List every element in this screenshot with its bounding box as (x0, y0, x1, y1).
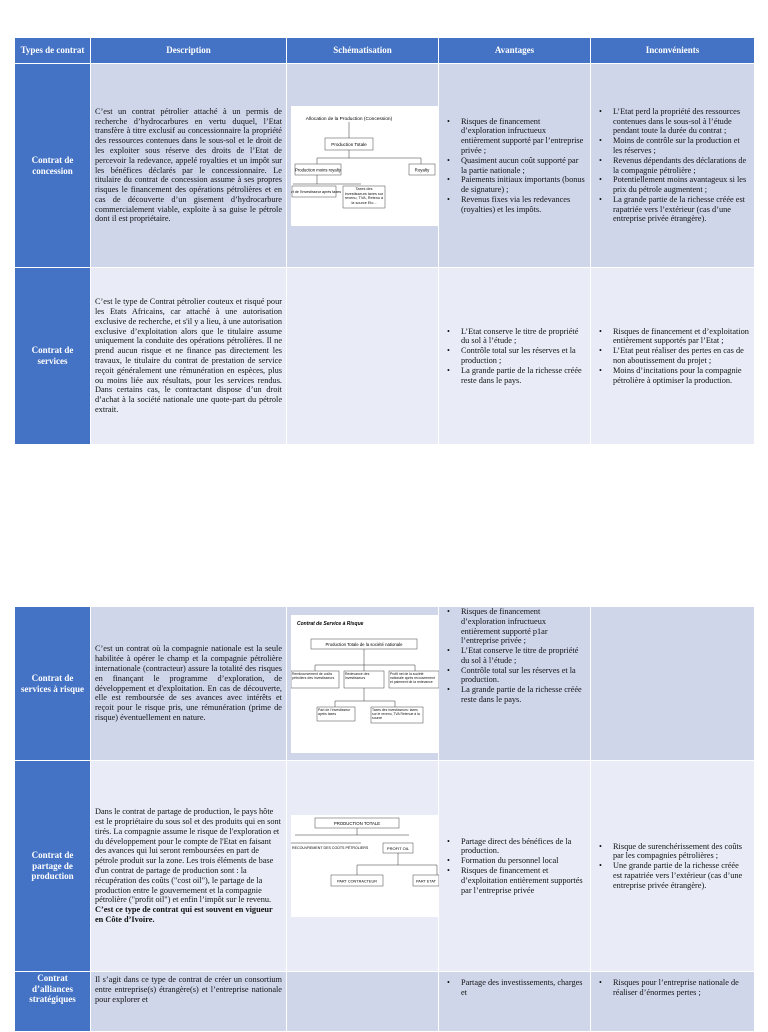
list-item: • L’Etat conserve le titre de propriété du sol à l’étude ; (461, 646, 586, 666)
schema-mid-left-box: Production moins royalty (295, 167, 341, 172)
schema-mid-left-box: RECOUVREMENT DES COÛTS PÉTROLIERS (292, 846, 369, 850)
schema-bottom-left-box: PART CONTRACTEUR (337, 879, 377, 884)
table-row-concession (15, 64, 755, 268)
schema-box-cost-recovery: Remboursement de coûts pétroliers des investisseurs (292, 671, 335, 680)
row-type-concession: Contrat de concession (15, 64, 91, 268)
schema-title: Allocation de la Production (Concession) (305, 116, 393, 122)
list-item: • Paiements initiaux importants (bonus de signature) ; (461, 175, 586, 195)
schema-mid-right-box: PROFIT OIL (386, 846, 410, 851)
schema-top-box: Production Totale de la société nationale (325, 641, 403, 647)
list-item: • Risques de financement d’exploration infructueux entièrement supporté p1ar l’entreprise privée ; (461, 607, 586, 646)
list-item: • L’Etat conserve le titre de propriété du sol à l’étude ; (461, 327, 586, 347)
row-type-production-sharing: Contrat de partage de production (15, 761, 91, 972)
list-item: • La grande partie de la richesse créée reste dans le pays. (461, 366, 586, 386)
list-item: • Revenus dépendants des déclarations de la compagnie pétrolière ; (613, 156, 750, 176)
list-item: • Quasiment aucun coût supporté par la partie nationale ; (461, 156, 586, 176)
description-text: Dans le contrat de partage de production, le pays hôte est le propriétaire du sous sol et des produits qui en sont tirés. La compagnie assume le risque de l'exploration et du développement pour le compte de l'Etat en faisant des avances qui lui seront remboursées en part de pétrole produit sur la zone. Les trois éléments de base d'un contrat de partage de production sont : la récupération des coûts ("cost oil"), le partage de la production entre le gouvernement et la compagnie pétrolière ("profit oil") et enfin l’impôt sur le revenu. (95, 807, 281, 905)
row-description-risk-services (91, 607, 287, 761)
row-schema-services (287, 268, 439, 445)
schema-bottom-right-box: Taxes des investisseurs: taxes sur le revenu, TVA Retenue à la source (372, 707, 420, 720)
description-text: C’est un contrat pétrolier attaché à un permis de recherche d’hydrocarbures en vertu duquel, l’Etat transfère à titre exclusif au concessionnaire la propriété des ressources contenues dans le sous-sol et le droit de les exploiter sous réserve des droits de l’Etat de percevoir la redevance, appelé royalties et un impôt sur les bénéfices déclarés par le concessionnaire. Le titulaire du contrat de concession assume à ses propres risques le financement des opérations pétrolières et en cas de découverte d’un gisement d’hydrocarbure commercialement viable, exploite à sa guise le pétrole dont il est propriétaire. (95, 106, 282, 224)
row-disadvantages-services (591, 268, 755, 445)
row-advantages-strategic-alliances (439, 972, 591, 1032)
list-item: • Moins de contrôle sur la production et les réserves ; (613, 136, 750, 156)
schema-top-box: Production Totale (331, 141, 367, 147)
list-item: • L’Etat peut réaliser des pertes en cas de non aboutissement du projet ; (613, 346, 750, 366)
risk-service-chart (291, 615, 439, 753)
schema-bottom-left-box: Part de l’investisseur après taxes (318, 707, 351, 716)
row-advantages-concession (439, 64, 591, 268)
list-item: • Contrôle total sur les réserves et la production ; (461, 346, 586, 366)
schema-mid-right-box: Royalty (414, 167, 430, 172)
list-item: • Risque de surenchérissement des coûts par les compagnies pétrolières ; (613, 842, 750, 862)
row-advantages-services (439, 268, 591, 445)
schema-bottom-left-box: Part de l’investisseur après taxes (291, 189, 342, 194)
list-item: • Revenus fixes via les redevances (royalties) et les impôts. (461, 195, 586, 215)
row-description-services (91, 268, 287, 445)
schema-top-box: PRODUCTION TOTALE (333, 821, 381, 826)
list-item: • Partage direct des bénéfices de la production. (461, 837, 586, 857)
row-type-risk-services: Contrat de services à risque (15, 607, 91, 761)
table-row-services (15, 268, 755, 445)
list-item: • Une grande partie de la richesse créée est rapatriée vers l’extérieur (cas d’une entreprise privée étrangère). (613, 861, 750, 890)
list-item: • La grande partie de la richesse créée est rapatriée vers l’extérieur (cas d’une entreprise privée étrangère). (613, 195, 750, 224)
row-description-strategic-alliances (91, 972, 287, 1032)
contract-types-table-bottom (14, 606, 755, 1032)
concession-allocation-chart (291, 106, 439, 226)
description-text: Il s’agit dans ce type de contrat de créer un consortium entre entreprise(s) étrangère(s) et l’entreprise nationale pour explorer et (95, 975, 282, 1004)
schema-bottom-right-box: PART ETAT (416, 879, 436, 884)
row-disadvantages-concession (591, 64, 755, 268)
row-disadvantages-risk-services (591, 607, 755, 761)
schema-risk-services-diagram (291, 615, 439, 753)
row-schema-risk-services (287, 607, 439, 761)
list-item: • Risques pour l’entreprise nationale de réaliser d’énormes pertes ; (613, 978, 750, 998)
description-text: C’est le type de Contrat pétrolier couteux et risqué pour les Etats Africains, car attaché à une autorisation exclusive de recherche, et s'il y a lieu, à une autorisation exclusive d’exploitation alors que le titulaire assume uniquement la conduite des opérations pétrolières. Il ne prend aucun risque et ne finance pas directement les travaux, le titulaire du contrat de prestation de service reçoit généralement une rémunération en espèces, plus ou moins liée aux résultats, pour les services rendus. Dans certains cas, le contractant dispose d’un droit d’achat à la société nationale une quote-part du pétrole extrait. (95, 297, 282, 414)
list-item: • Risques de financement et d’exploitation entièrement supportés par l’Etat ; (613, 327, 750, 347)
row-schema-strategic-alliances (287, 972, 439, 1032)
row-type-services: Contrat de services (15, 268, 91, 445)
list-item: • La grande partie de la richesse créée reste dans le pays. (461, 685, 586, 705)
header-types: Types de contrat (15, 38, 91, 64)
list-item: • Risques de financement et d’exploitation entièrement supportés par l’entreprise privée (461, 866, 586, 895)
schema-title: Contrat de Service à Risque (297, 620, 364, 627)
schema-box-net-profit: Profit net de la société nationale après recouvrement et paiement de la redevance (390, 671, 435, 684)
table-row-strategic-alliances (15, 972, 755, 1032)
table-row-risk-services (15, 607, 755, 761)
row-description-production-sharing (91, 761, 287, 972)
contract-types-table-top (14, 37, 755, 445)
schema-bottom-right-box: Taxes des investisseurs taxes sur revenu, TVA, Retenu à la source Etc... (344, 186, 384, 205)
schema-box-royalty: Redevance des investisseurs (345, 671, 370, 680)
schema-production-sharing-diagram (291, 815, 439, 917)
header-avantages: Avantages (439, 38, 591, 64)
list-item: • Partage des investissements, charges et (461, 978, 586, 998)
row-advantages-risk-services (439, 607, 591, 761)
production-sharing-chart (291, 815, 439, 917)
schema-concession-diagram (291, 106, 439, 226)
table-row-production-sharing (15, 761, 755, 972)
description-highlight: C’est ce type de contrat qui est souvent en vigueur en Côte d’Ivoire. (95, 905, 273, 924)
list-item: • Formation du personnel local (461, 856, 586, 866)
header-schematisation: Schématisation (287, 38, 439, 64)
row-type-strategic-alliances: Contrat d’alliances stratégiques (15, 972, 91, 1032)
row-advantages-production-sharing (439, 761, 591, 972)
row-schema-production-sharing (287, 761, 439, 972)
row-description-concession (91, 64, 287, 268)
table-header-row (15, 38, 755, 64)
list-item: • Risques de financement d’exploration infructueux entièrement supporté par l’entreprise privée ; (461, 117, 586, 156)
header-description: Description (91, 38, 287, 64)
list-item: • L’Etat perd la propriété des ressources contenues dans le sous-sol à l’étude pendant toute la durée du contrat ; (613, 107, 750, 136)
row-disadvantages-strategic-alliances (591, 972, 755, 1032)
list-item: • Moins d’incitations pour la compagnie pétrolière à optimiser la production. (613, 366, 750, 386)
description-text: C’est un contrat où la compagnie nationale est la seule habilitée à opérer le champ et la compagnie pétrolière internationale (contracteur) assure la totalité des risques en finançant le programme d’exploration, de développement et d'exploitation. En cas de découverte, elle est remboursée de ses avances avec intérêts et reçoit pour le risque pris, une rémunération (prime de risque) éventuellement en nature. (95, 644, 282, 722)
row-disadvantages-production-sharing (591, 761, 755, 972)
header-inconvenients: Inconvénients (591, 38, 755, 64)
list-item: • Contrôle total sur les réserves et la production. (461, 666, 586, 686)
row-schema-concession (287, 64, 439, 268)
list-item: • Potentiellement moins avantageux si les prix du pétrole augmentent ; (613, 175, 750, 195)
